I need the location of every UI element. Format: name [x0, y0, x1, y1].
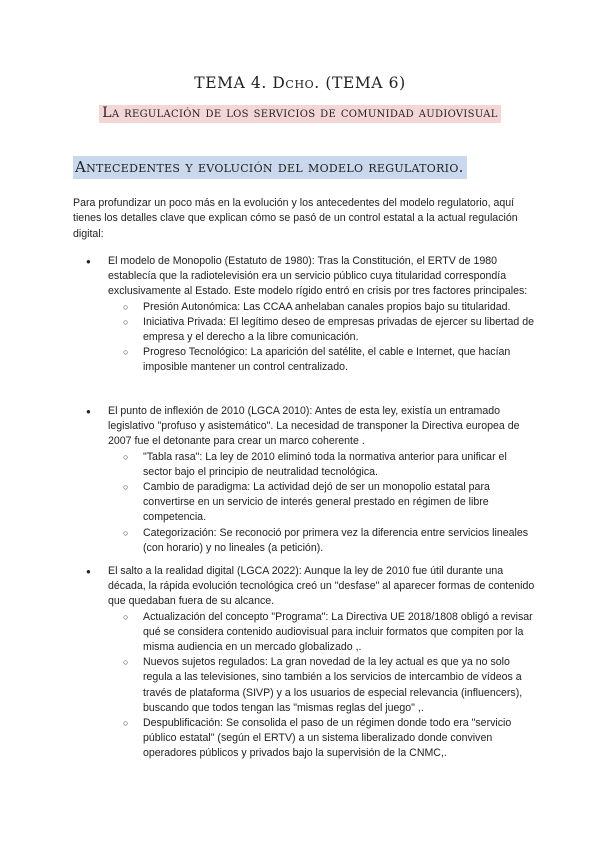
intro-paragraph: Para profundizar un poco más en la evolución y los antecedentes del modelo regulatorio, aquí tienes los detalles clave que explican cómo se pasó de un control estatal a la actual regulación digital:: [73, 197, 518, 240]
sub-list-item: ○ Nuevos sujetos regulados: La gran novedad de la ley actual es que ya no solo regula a las televisiones, sino también a los servicios de intercambio de vídeos a través de plataforma (SIVP) y a los usuarios de especial relevancia (influencers), buscando que todos tengan las "mismas reglas del juego" ,.: [108, 655, 535, 716]
sub-list: [108, 450, 535, 556]
list-item: [73, 564, 535, 762]
subtitle-container: [0, 104, 600, 122]
sub-list: [108, 300, 535, 376]
sub-list-item: ○ "Tabla rasa": La ley de 2010 eliminó toda la normativa anterior para unificar el sector bajo el principio de neutralidad tecnológica.: [108, 450, 535, 480]
sub-list-item: ○ Progreso Tecnológico: La aparición del satélite, el cable e Internet, que hacían imposible mantener un control centralizado.: [108, 345, 535, 375]
list-item-text: El punto de inflexión de 2010 (LGCA 2010): Antes de esta ley, existía un entramado legislativo "profuso y asistemático". La necesidad de transponer la Directiva europea de 2007 fue el detonante para crear un marco coherente .: [108, 405, 520, 448]
list-item-text: El modelo de Monopolio (Estatuto de 1980): Tras la Constitución, el ERTV de 1980 establecía que la radiotelevisión era un servicio público cuya titularidad correspondía exclusivamente al Estado. Este modelo rígido entró en crisis por tres factores principales:: [108, 255, 528, 298]
sub-list-item: ○ Actualización del concepto "Programa": La Directiva UE 2018/1808 obligó a revisar qué se considera contenido audiovisual para incluir formatos que compiten por la misma audiencia en un mercado globalizado ,.: [108, 610, 535, 656]
list-item-text: El salto a la realidad digital (LGCA 2022): Aunque la ley de 2010 fue útil durante una década, la rápida evolución tecnológica creó un "desfase" al aparecer formas de contenido que quedaban fuera de su alcance.: [108, 565, 535, 608]
bullet-list: [73, 404, 535, 556]
sub-list-item: ○ Despublificación: Se consolida el paso de un régimen donde todo era "servicio público estatal" (según el ERTV) a un sistema liberalizado donde conviven operadores públicos y privados bajo la supervisión de la CNMC,.: [108, 716, 535, 762]
list-item: [73, 404, 535, 556]
sub-list-item: ○ Iniciativa Privada: El legítimo deseo de empresas privadas de ejercer su libertad de empresa y el derecho a la libre comunicación.: [108, 315, 535, 345]
section-heading: Antecedentes y evolución del modelo regulatorio.: [73, 156, 467, 179]
bullet-list: [73, 564, 535, 762]
sub-list-item: ○ Cambio de paradigma: La actividad dejó de ser un monopolio estatal para convertirse en un servicio de interés general prestado en régimen de libre competencia.: [108, 480, 535, 526]
sub-list-item: ○ Presión Autonómica: Las CCAA anhelaban canales propios bajo su titularidad.: [108, 300, 535, 315]
sub-list-item: ○ Categorización: Se reconoció por primera vez la diferencia entre servicios lineales (con horario) y no lineales (a petición).: [108, 526, 535, 556]
page-title: TEMA 4. Dcho. (TEMA 6): [194, 74, 406, 92]
bullet-list: [73, 254, 535, 376]
section-heading-container: [73, 158, 467, 177]
subtitle: La regulación de los servicios de comunidad audiovisual: [99, 105, 500, 123]
sub-list: [108, 610, 535, 762]
list-item: [73, 254, 535, 376]
